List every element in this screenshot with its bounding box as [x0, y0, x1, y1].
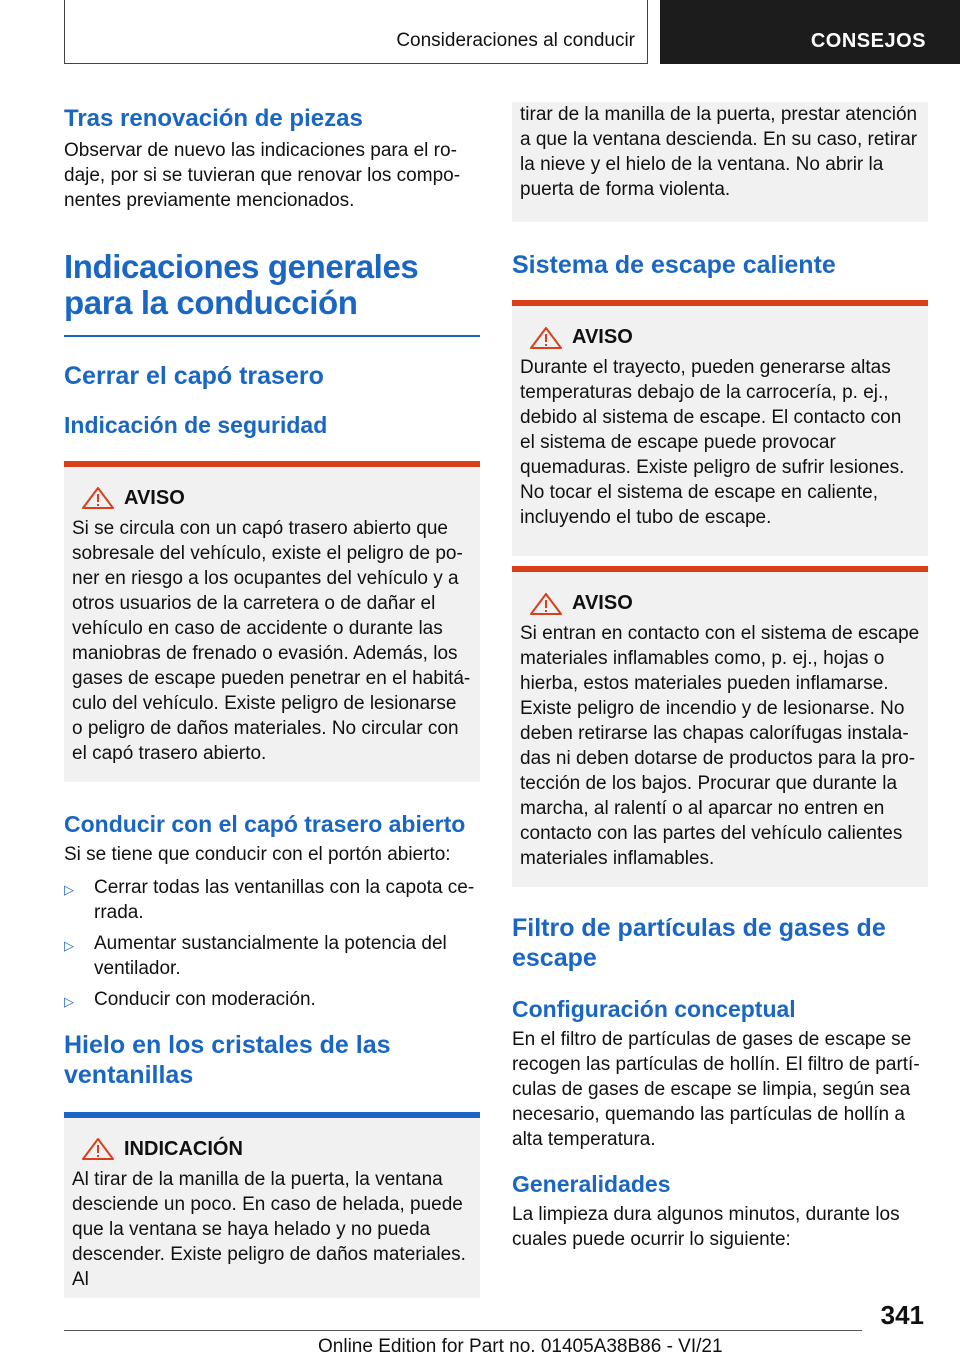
warning-text: Si se circula con un capó trasero abierto que sobresale del vehículo, existe el peligro de poner en riesgo a los ocupantes del vehículo y a otros usuarios de la carretera o de dañar el vehículo en caso de accidente o durante las maniobras de frenado o evasión. Además, los gases de escape pueden penetrar en el habitáculo del vehículo. Existe peligro de lesionarse o peligro de daños materiales. No circular con el capó trasero abierto.	[72, 517, 471, 764]
heading-generalidades: Generalidades	[512, 1171, 671, 1197]
heading-renovacion: Tras renovación de piezas	[64, 105, 363, 132]
note-title: INDICACIÓN	[124, 1137, 243, 1160]
warning-title: AVISO	[572, 592, 633, 614]
triangle-right-icon: ▷	[64, 881, 74, 897]
note-text: Al tirar de la manilla de la puerta, la ventana desciende un poco. En caso de helada, puede que la ventana se haya helado y no pueda descender. Existe peligro de daños materiales. Al	[72, 1168, 466, 1290]
note-text-continued: tirar de la manilla de la puerta, prestar atención a que la ventana descienda. En su caso, retirar la nieve y el hielo de la ventana. No abrir la puerta de forma violenta.	[520, 104, 918, 200]
footer-rule	[64, 1330, 862, 1331]
list-item: ▷ Aumentar sustancialmente la potencia del ventilador.	[64, 932, 447, 979]
header-section-title: Consideraciones al conducir	[396, 30, 635, 51]
text-renovacion: Observar de nuevo las indicaciones para el rodaje, por si se tuvieran que renovar los componentes previamente mencionados.	[64, 140, 461, 211]
heading-hielo: Hielo en los cristales de las ventanillas	[64, 1030, 391, 1089]
bullet-list	[64, 875, 480, 1014]
heading-seguridad: Indicación de seguridad	[64, 411, 328, 438]
warning-triangle-icon	[528, 327, 564, 349]
warning-box-escape-temp	[512, 300, 928, 556]
heading-capo: Cerrar el capó trasero	[64, 361, 324, 390]
warning-text: Si entran en contacto con el sistema de escape materiales inflamables como, p. ej., hojas o hierba, estos materiales pueden inflamarse. Existe peligro de incendio y de lesionarse. No deben retirarse las chapas calorífugas instaladas ni deben dotarse de productos para la protección de los bajos. Procurar que durante la marcha, al ralentí o al aparcar no entren en contacto con las partes del vehículo calientes materiales inflamables.	[520, 623, 920, 869]
right-column	[512, 102, 928, 1252]
warning-title: AVISO	[572, 326, 633, 348]
triangle-right-icon: ▷	[64, 937, 74, 953]
text-config: En el filtro de partículas de gases de escape se recogen las partículas de hollín. El filtro de partículas de gases de escape se limpia, según sea necesario, quemando las partículas de hollín a alta temperatura.	[512, 1029, 920, 1150]
list-item: ▷ Conducir con moderación.	[64, 987, 480, 1014]
warning-text: Durante el trayecto, pueden generarse altas temperaturas debajo de la carrocería, p. ej., debido al sistema de escape. El contacto con el sistema de escape puede provocar quemaduras. Existe peligro de sufrir lesiones. No tocar el sistema de escape en caliente, incluyendo el tubo de escape.	[520, 357, 905, 528]
header-chapter-title: CONSEJOS	[810, 30, 926, 52]
page-number: 341	[880, 1300, 924, 1330]
note-box-hielo	[64, 1112, 480, 1298]
warning-title: AVISO	[124, 486, 185, 509]
heading-filtro: Filtro de partículas de gases de escape	[512, 914, 886, 972]
footer-edition: Online Edition for Part no. 01405A38B86 - VI/21	[318, 1336, 723, 1357]
header-section-box	[64, 0, 648, 64]
header-chapter-tab	[660, 0, 960, 64]
warning-triangle-icon	[80, 487, 116, 509]
note-box-continued	[512, 102, 928, 222]
left-column	[64, 100, 480, 1298]
text-generalidades: La limpieza dura algunos minutos, durante los cuales puede ocurrir lo siguiente:	[512, 1204, 900, 1250]
warning-triangle-icon	[528, 593, 564, 615]
heading-indicaciones: Indicaciones generales para la conducción	[64, 248, 419, 321]
heading-conducir: Conducir con el capó trasero abierto	[64, 810, 466, 837]
list-item: ▷ Cerrar todas las ventanillas con la capota cerrada.	[64, 876, 475, 923]
heading-rule	[64, 335, 480, 337]
text-conducir: Si se tiene que conducir con el portón abierto:	[64, 843, 451, 865]
triangle-right-icon: ▷	[64, 993, 74, 1009]
warning-box-capo	[64, 461, 480, 782]
heading-config: Configuración conceptual	[512, 996, 796, 1022]
heading-escape: Sistema de escape caliente	[512, 251, 836, 279]
warning-box-escape-fire	[512, 566, 928, 887]
warning-triangle-icon	[80, 1138, 116, 1160]
